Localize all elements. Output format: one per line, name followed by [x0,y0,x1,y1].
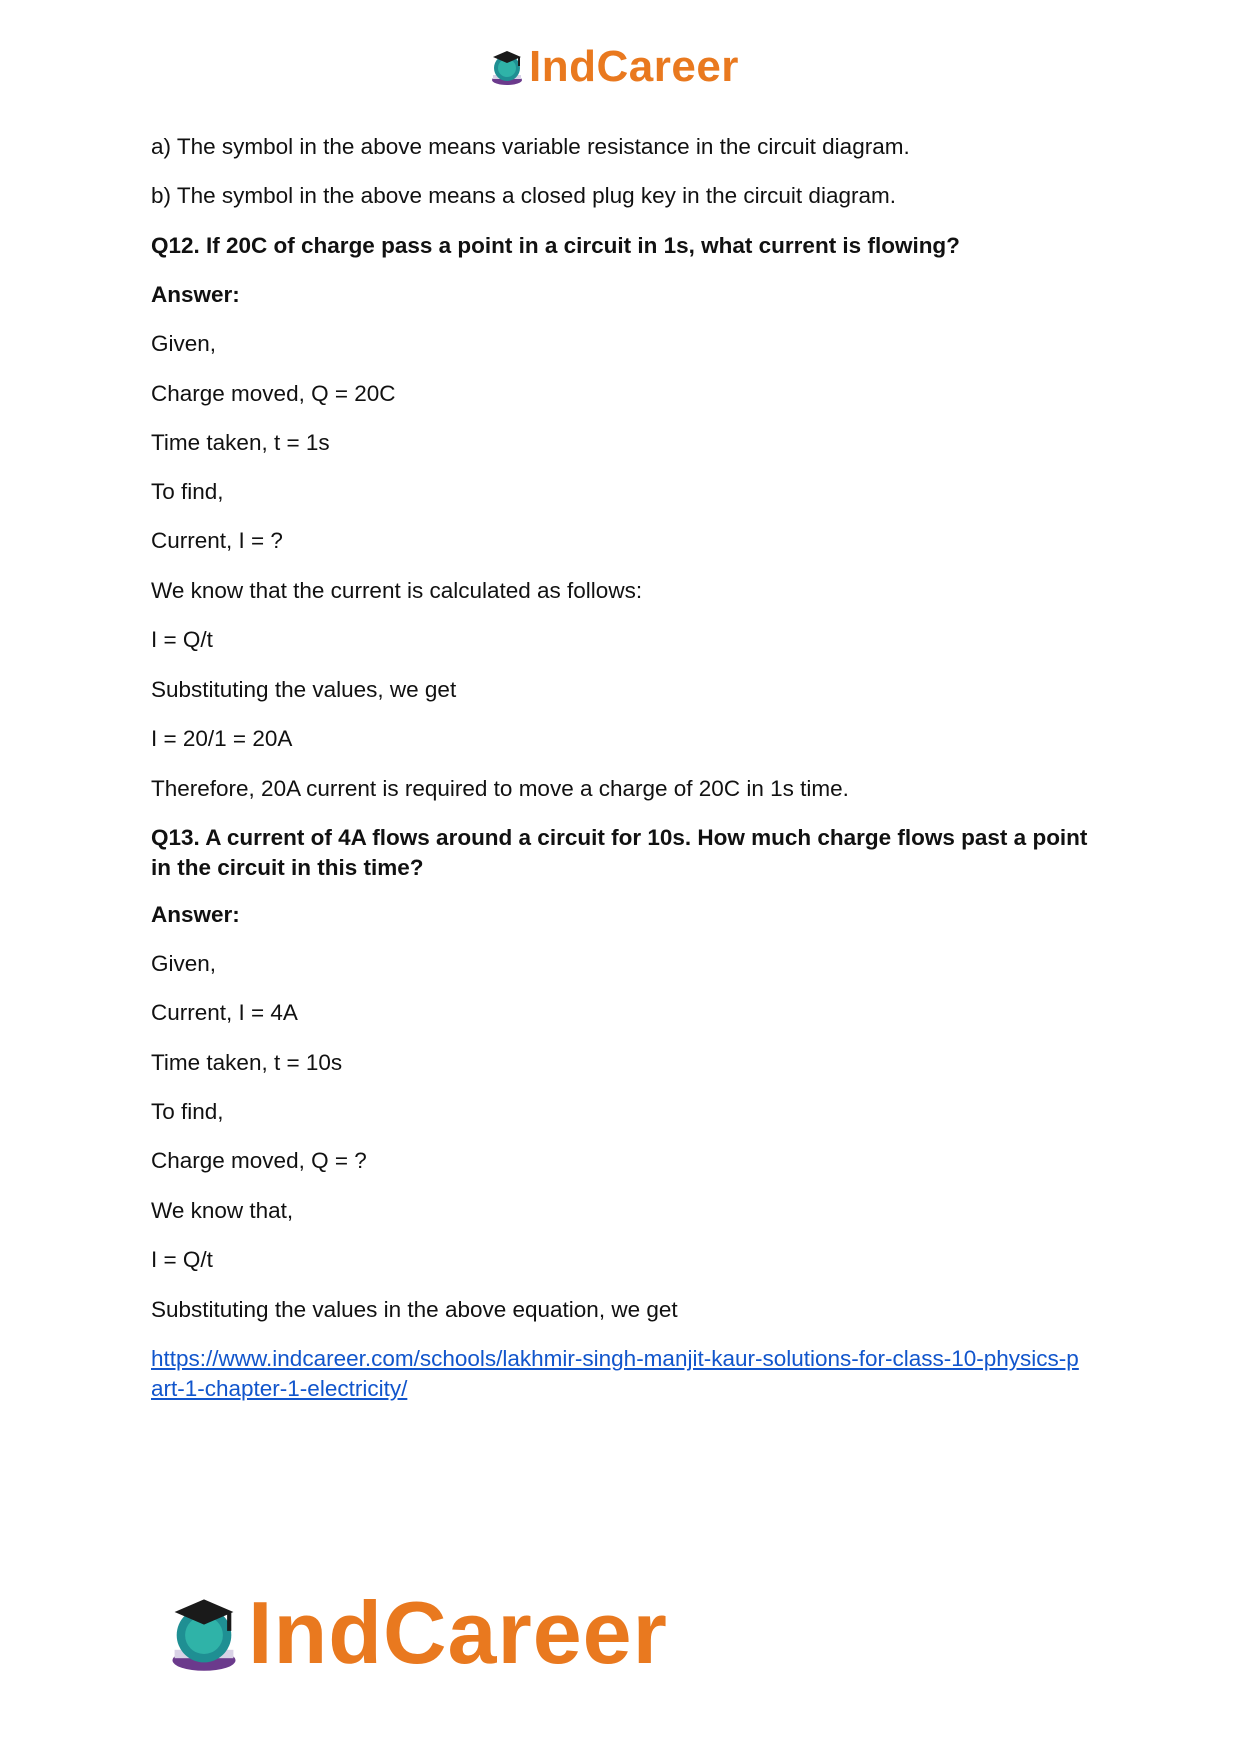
footer-logo [162,1583,668,1682]
logo-text: IndCareer [248,1583,668,1682]
text-line: We know that, [151,1198,294,1223]
text-line: Given, [151,951,217,976]
text-line: Charge moved, Q = 20C [151,381,396,406]
source-link[interactable]: https://www.indcareer.com/schools/lakhmir-singh-manjit-kaur-solutions-for-class-10-physics-part-1-chapter-1-electricity/ [151,1346,1079,1401]
text-line: Current, I = 4A [151,1000,298,1025]
text-line: Time taken, t = 1s [151,430,330,455]
text-line: Substituting the values in the above equation, we get [151,1297,678,1322]
graduation-cap-logo-icon [162,1591,246,1675]
answer-heading: Answer: [151,902,240,927]
text-line: a) The symbol in the above means variable resistance in the circuit diagram. [151,134,910,159]
formula-line: I = Q/t [151,627,213,652]
graduation-cap-logo-icon [487,47,527,87]
formula-line: I = 20/1 = 20A [151,726,293,751]
text-line: Therefore, 20A current is required to move a charge of 20C in 1s time. [151,776,849,801]
text-line: Time taken, t = 10s [151,1050,343,1075]
text-line: Substituting the values, we get [151,677,457,702]
text-line: To find, [151,1099,224,1124]
text-line: To find, [151,479,224,504]
answer-heading: Answer: [151,282,240,307]
text-line: b) The symbol in the above means a closed plug key in the circuit diagram. [151,183,896,208]
text-line: We know that the current is calculated as follows: [151,578,643,603]
logo-text: IndCareer [529,42,739,91]
formula-line: I = Q/t [151,1247,213,1272]
question-heading: Q13. A current of 4A flows around a circuit for 10s. How much charge flows past a point in the circuit in this time? [151,825,1088,880]
header-logo [487,44,739,90]
question-heading: Q12. If 20C of charge pass a point in a circuit in 1s, what current is flowing? [151,233,960,258]
text-line: Current, I = ? [151,528,283,553]
text-line: Given, [151,331,217,356]
text-line: Charge moved, Q = ? [151,1148,367,1173]
